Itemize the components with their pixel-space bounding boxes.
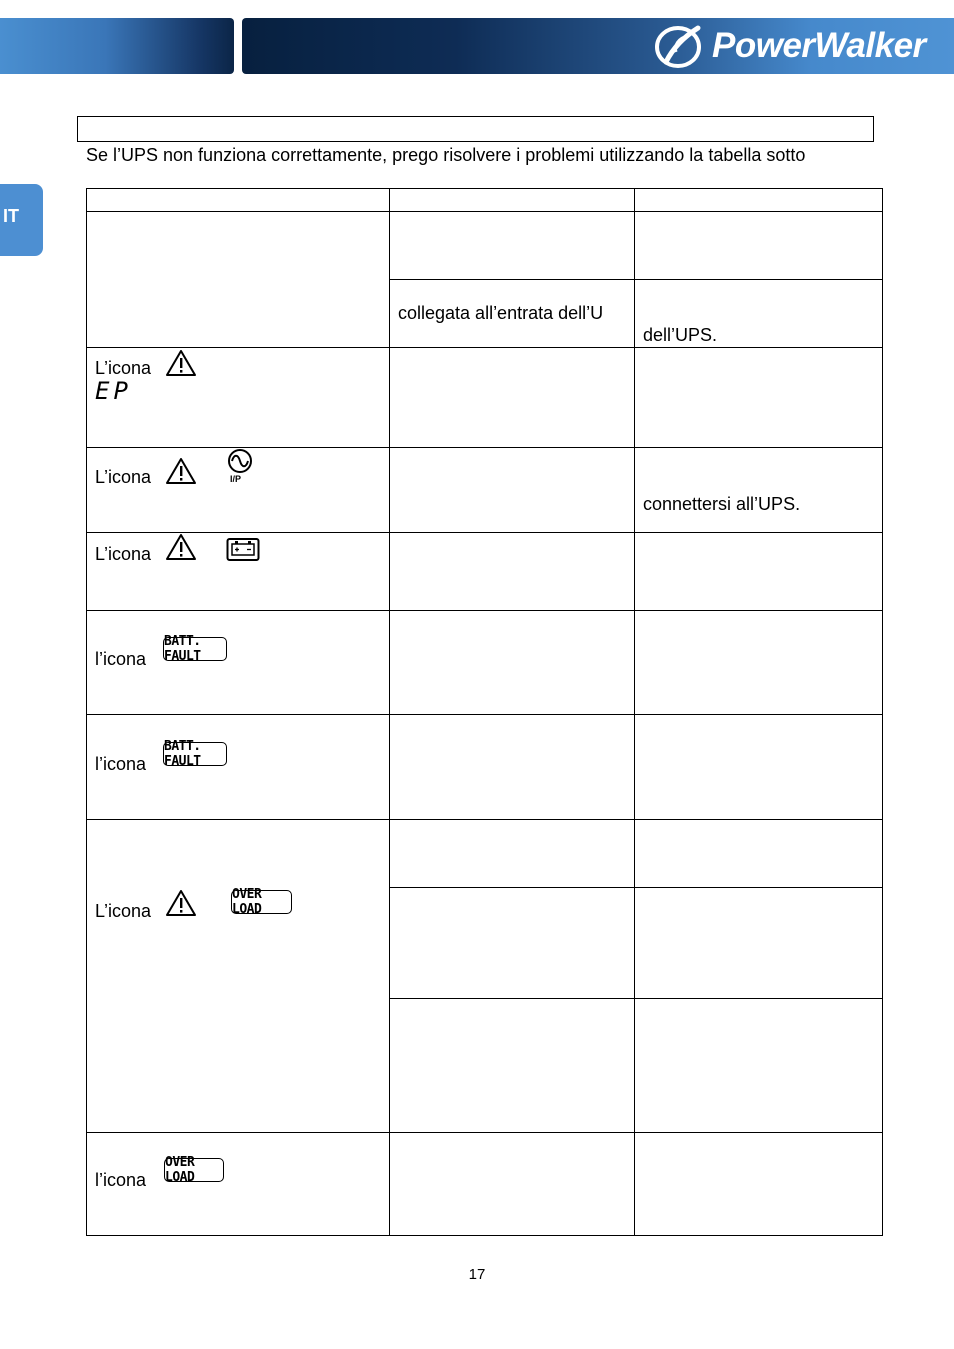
subrow-divider — [389, 279, 882, 280]
powerwalker-swirl-icon — [652, 22, 708, 70]
symptom-text: L’icona — [95, 467, 152, 487]
section-title-box — [77, 116, 874, 142]
intro-text: Se l’UPS non funziona correttamente, prego risolvere i problemi utilizzando la tabella sotto — [86, 145, 806, 165]
solution-text: dell’UPS. — [643, 325, 718, 345]
brand-logo — [652, 22, 954, 70]
row-divider — [87, 532, 882, 533]
battery-icon — [226, 536, 260, 562]
batt-fault-indicator: BATT. FAULT — [163, 637, 227, 661]
row-divider — [87, 819, 882, 820]
input-label: I/P — [230, 474, 242, 484]
input-sine-icon — [225, 449, 255, 475]
header-banner-left — [0, 18, 234, 74]
table-header-divider — [87, 211, 882, 212]
solution-text: connettersi all’UPS. — [643, 494, 801, 514]
cause-text: collegata all’entrata dell’U — [398, 303, 604, 323]
symptom-text: l’icona — [95, 1170, 147, 1190]
troubleshooting-table — [86, 188, 883, 1236]
column-divider — [389, 189, 390, 1235]
symptom-text: L’icona — [95, 358, 152, 378]
language-tab — [0, 184, 43, 256]
batt-fault-indicator: BATT. FAULT — [163, 742, 227, 766]
symptom-text: L’icona — [95, 544, 152, 564]
subrow-divider — [389, 998, 882, 999]
brand-name: PowerWalker — [712, 26, 926, 65]
row-divider — [87, 610, 882, 611]
warning-triangle-icon — [165, 533, 197, 561]
row-divider — [87, 447, 882, 448]
column-divider — [634, 189, 635, 1235]
lcd-error-code: EP — [95, 377, 132, 405]
warning-triangle-icon — [165, 349, 197, 377]
overload-indicator: OVER LOAD — [231, 890, 292, 914]
page-number: 17 — [468, 1266, 486, 1283]
symptom-text: L’icona — [95, 901, 152, 921]
row-divider — [87, 347, 882, 348]
subrow-divider — [389, 887, 882, 888]
row-divider — [87, 1132, 882, 1133]
symptom-text: l’icona — [95, 649, 147, 669]
warning-triangle-icon — [165, 457, 197, 485]
symptom-text: l’icona — [95, 754, 147, 774]
overload-indicator: OVER LOAD — [164, 1158, 224, 1182]
warning-triangle-icon — [165, 889, 197, 917]
language-tab-label: IT — [3, 206, 19, 226]
row-divider — [87, 714, 882, 715]
